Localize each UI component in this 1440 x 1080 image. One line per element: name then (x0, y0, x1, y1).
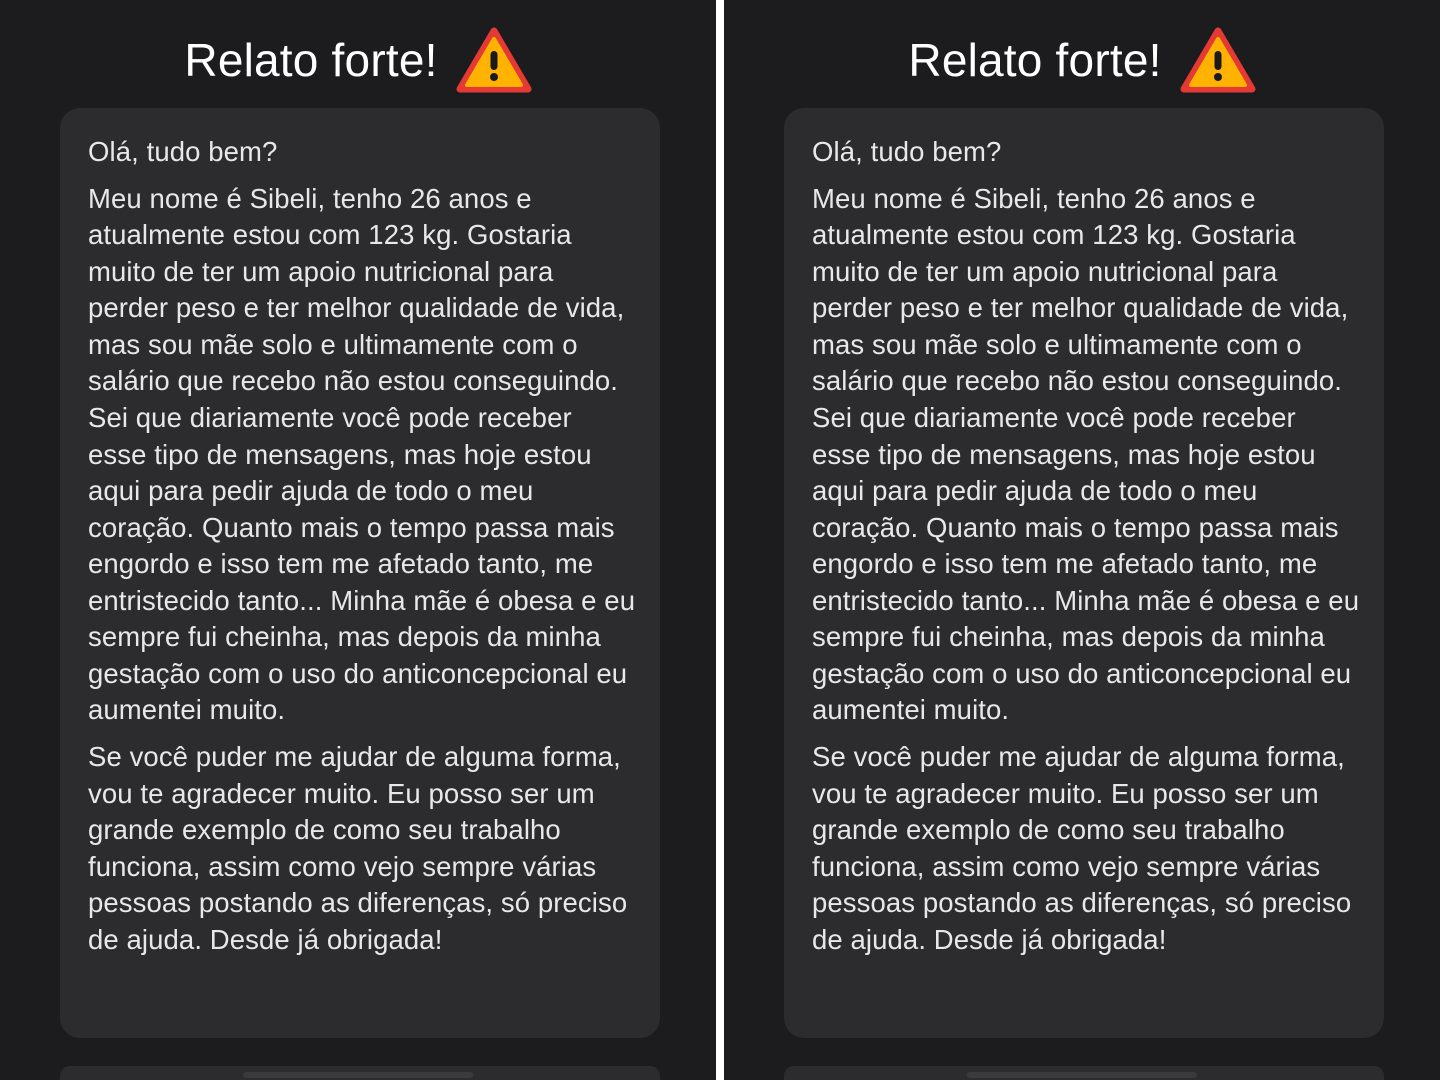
warning-triangle-icon (1180, 27, 1256, 93)
home-indicator (967, 1072, 1197, 1078)
message-paragraph: Se você puder me ajudar de alguma forma, vou te agradecer muito. Eu posso ser um grande exemplo de como seu trabalho funciona, assim como vejo sempre várias pessoas postando as diferenças, só preciso de ajuda. Desde já obrigada! (88, 741, 628, 955)
message-paragraph: Meu nome é Sibeli, tenho 26 anos e atualmente estou com 123 kg. Gostaria muito de ter um apoio nutricional para perder peso e ter melhor qualidade de vida, mas sou mãe solo e ultimamente com o salário que recebo não estou conseguindo. Sei que diariamente você pode receber esse tipo de mensagens, mas hoje estou aqui para pedir ajuda de todo o meu coração. Quanto mais o tempo passa mais engordo e isso tem me afetado tanto, me entristecido tanto... Minha mãe é obesa e eu sempre fui cheinha, mas depois da minha gestação com o uso do anticoncepcional eu aumentei muito. (88, 182, 636, 726)
story-header (724, 0, 1440, 86)
page-title: Relato forte! (184, 34, 438, 86)
message-card (784, 108, 1384, 1038)
story-header (0, 0, 716, 86)
home-indicator (243, 1072, 473, 1078)
message-paragraph: Se você puder me ajudar de alguma forma, vou te agradecer muito. Eu posso ser um grande exemplo de como seu trabalho funciona, assim como vejo sempre várias pessoas postando as diferenças, só preciso de ajuda. Desde já obrigada! (812, 741, 1352, 955)
screen-left (0, 0, 716, 1080)
message-paragraph: Olá, tudo bem? (88, 136, 278, 167)
warning-triangle-icon (456, 27, 532, 93)
page-title: Relato forte! (908, 34, 1162, 86)
message-card (60, 108, 660, 1038)
message-paragraph: Meu nome é Sibeli, tenho 26 anos e atualmente estou com 123 kg. Gostaria muito de ter um apoio nutricional para perder peso e ter melhor qualidade de vida, mas sou mãe solo e ultimamente com o salário que recebo não estou conseguindo. Sei que diariamente você pode receber esse tipo de mensagens, mas hoje estou aqui para pedir ajuda de todo o meu coração. Quanto mais o tempo passa mais engordo e isso tem me afetado tanto, me entristecido tanto... Minha mãe é obesa e eu sempre fui cheinha, mas depois da minha gestação com o uso do anticoncepcional eu aumentei muito. (812, 182, 1360, 726)
screen-right (724, 0, 1440, 1080)
message-paragraph: Olá, tudo bem? (812, 136, 1002, 167)
